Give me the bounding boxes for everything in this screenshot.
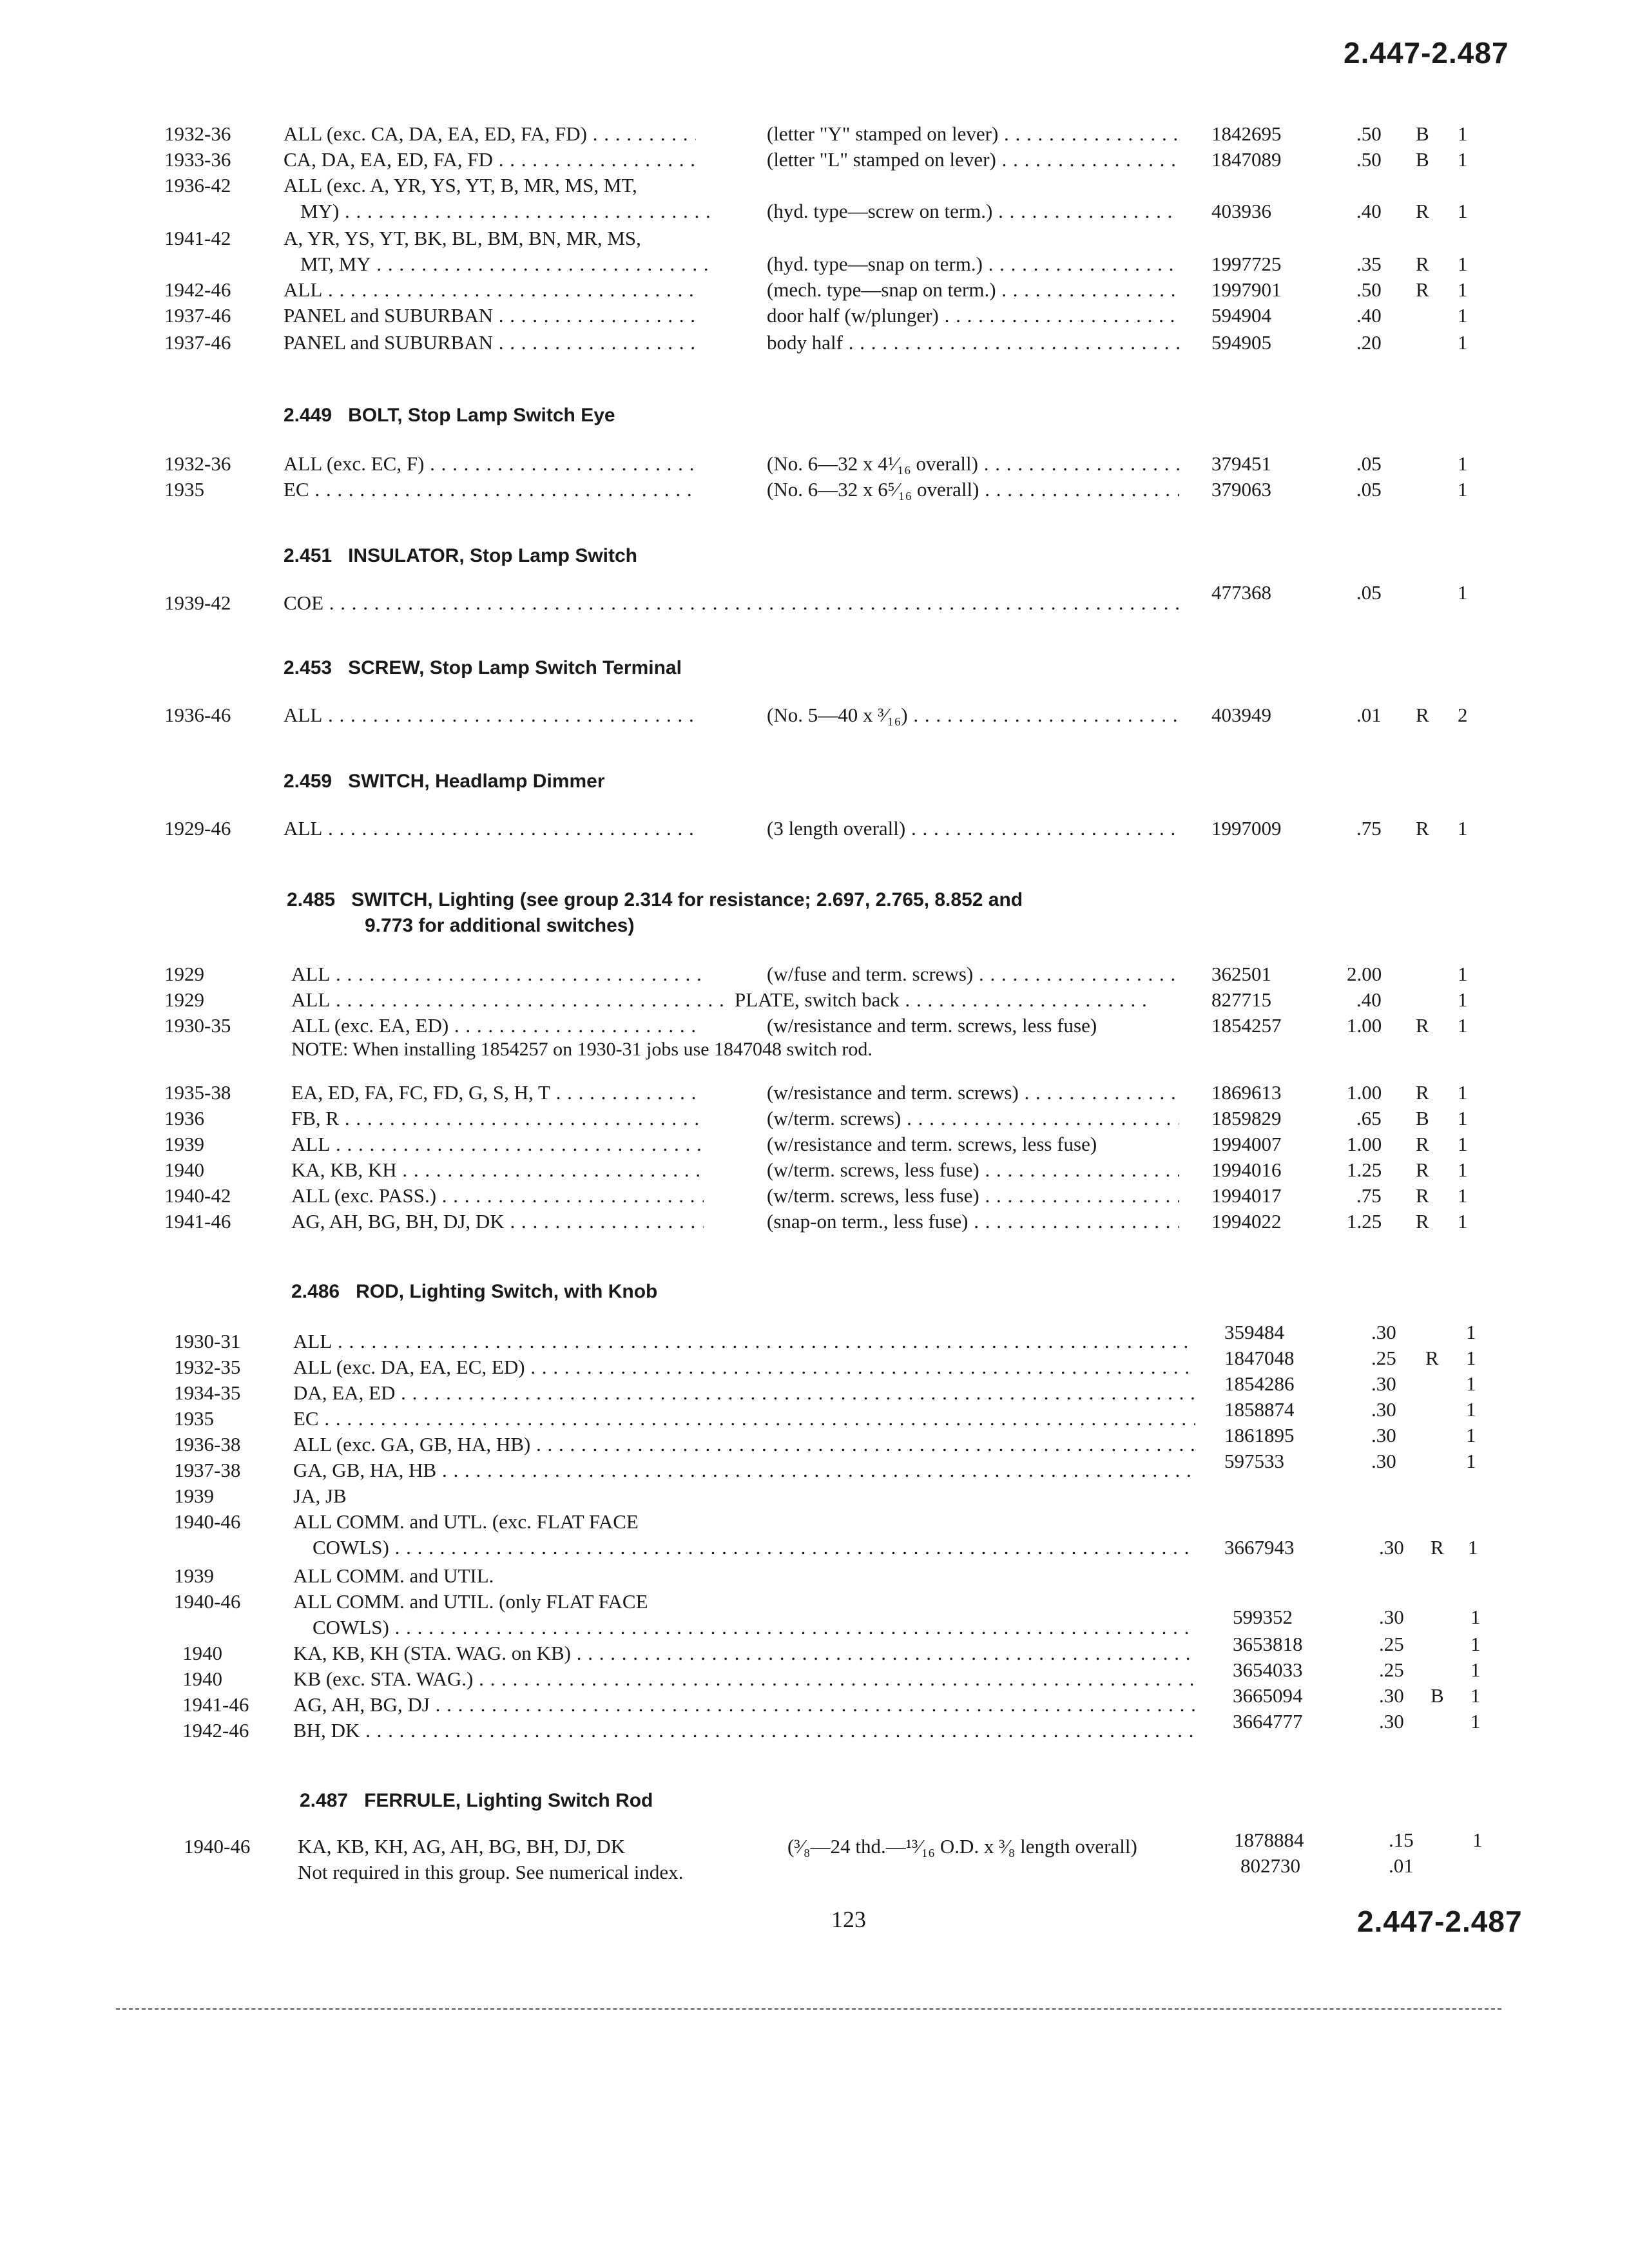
row-quantity: 1 bbox=[1458, 122, 1468, 145]
row-models: EC . . . bbox=[284, 477, 696, 503]
row-models: ALL COMM. and UTL. (exc. FLAT FACE bbox=[293, 1510, 639, 1533]
row-quantity: 1 bbox=[1470, 1684, 1481, 1707]
table-row bbox=[0, 277, 1629, 303]
row-code: R bbox=[1416, 1158, 1429, 1181]
row-part-number: 3654033 bbox=[1233, 1658, 1303, 1681]
row-description: (w/fuse and term. screws) . . . bbox=[767, 961, 1179, 987]
row-code: B bbox=[1416, 1107, 1429, 1129]
table-row bbox=[0, 147, 1629, 173]
row-years: 1930-31 bbox=[174, 1330, 241, 1352]
row-price: .05 bbox=[1356, 452, 1382, 475]
row-models: ALL (exc. GA, GB, HA, HB) . . . bbox=[293, 1432, 1195, 1457]
row-years: 1942-46 bbox=[182, 1719, 249, 1742]
row-price: .30 bbox=[1371, 1424, 1396, 1446]
section-heading-2453 bbox=[284, 657, 682, 679]
row-price: 1.00 bbox=[1347, 1081, 1382, 1104]
row-quantity: 1 bbox=[1472, 1829, 1483, 1851]
table-row bbox=[0, 121, 1629, 147]
row-part-number: 599352 bbox=[1233, 1606, 1293, 1628]
row-part-number: 1994022 bbox=[1211, 1210, 1282, 1233]
row-code: R bbox=[1416, 817, 1429, 840]
row-models: EA, ED, FA, FC, FD, G, S, H, T . . . bbox=[291, 1080, 704, 1106]
table-row bbox=[0, 330, 1629, 356]
row-quantity: 1 bbox=[1466, 1424, 1476, 1446]
row-models-continued: MT, MY . . . bbox=[300, 251, 713, 277]
row-quantity: 1 bbox=[1466, 1450, 1476, 1472]
row-models: ALL (exc. DA, EA, EC, ED) . . . bbox=[293, 1354, 1195, 1380]
table-row bbox=[0, 1710, 1629, 1744]
section-heading-2486 bbox=[291, 1281, 657, 1303]
row-description: (w/term. screws, less fuse) . . . bbox=[767, 1183, 1179, 1209]
row-code: R bbox=[1416, 278, 1429, 301]
row-quantity: 1 bbox=[1458, 988, 1468, 1011]
row-years: 1940-46 bbox=[174, 1510, 241, 1533]
row-models: ALL . . . bbox=[284, 816, 696, 841]
row-years: 1932-35 bbox=[174, 1356, 241, 1378]
row-description: (No. 5—40 x ³⁄₁₆) . . . bbox=[767, 702, 1179, 728]
row-price: .30 bbox=[1371, 1321, 1396, 1343]
row-code: B bbox=[1431, 1684, 1444, 1707]
row-part-number: 477368 bbox=[1211, 581, 1271, 604]
row-quantity: 1 bbox=[1470, 1606, 1481, 1628]
section-title: BOLT, Stop Lamp Switch Eye bbox=[348, 405, 615, 426]
row-models: ALL . . . bbox=[291, 961, 704, 987]
row-years: 1939-42 bbox=[164, 591, 231, 614]
row-models-continued: MY) . . . bbox=[300, 198, 713, 224]
table-row bbox=[0, 1209, 1629, 1235]
row-models: AG, AH, BG, BH, DJ, DK . . . bbox=[291, 1209, 704, 1235]
row-part-number: 379063 bbox=[1211, 478, 1271, 501]
row-note: Not required in this group. See numerical index. bbox=[298, 1861, 684, 1883]
row-years: 1940-46 bbox=[184, 1835, 251, 1858]
row-price: 1.25 bbox=[1347, 1210, 1382, 1233]
row-price: 1.25 bbox=[1347, 1158, 1382, 1181]
table-row bbox=[0, 816, 1629, 841]
table-row bbox=[0, 1509, 1629, 1535]
row-code: R bbox=[1416, 200, 1429, 222]
row-description: (w/term. screws, less fuse) . . . bbox=[767, 1157, 1179, 1183]
row-models: ALL . . . bbox=[291, 1131, 704, 1157]
row-part-number: 1994016 bbox=[1211, 1158, 1282, 1181]
row-part-number: 827715 bbox=[1211, 988, 1271, 1011]
section-number: 2.485 bbox=[287, 889, 336, 910]
row-models: KA, KB, KH, AG, AH, BG, BH, DJ, DK bbox=[298, 1835, 626, 1858]
row-part-number: 597533 bbox=[1224, 1450, 1284, 1472]
row-years: 1940-42 bbox=[164, 1184, 231, 1207]
table-row bbox=[0, 1106, 1629, 1131]
section-heading-2459 bbox=[284, 771, 605, 793]
row-years: 1929 bbox=[164, 988, 204, 1011]
row-price: .30 bbox=[1371, 1450, 1396, 1472]
row-part-number: 1847089 bbox=[1211, 148, 1282, 171]
table-row bbox=[0, 1080, 1629, 1106]
table-row bbox=[0, 1013, 1629, 1039]
row-years: 1940 bbox=[164, 1158, 204, 1181]
footer-rule bbox=[116, 2008, 1501, 2010]
section-heading-2487 bbox=[300, 1790, 653, 1812]
row-years: 1935 bbox=[164, 478, 204, 501]
section-number: 2.459 bbox=[284, 771, 333, 792]
page-footer-range: 2.447-2.487 bbox=[1357, 1905, 1523, 1938]
table-row bbox=[0, 1157, 1629, 1183]
row-part-number: 3664777 bbox=[1233, 1710, 1303, 1733]
row-models: BH, DK . . . bbox=[293, 1718, 1195, 1744]
row-price: .40 bbox=[1356, 304, 1382, 327]
row-price: .30 bbox=[1379, 1710, 1404, 1733]
table-row bbox=[0, 451, 1629, 477]
row-quantity: 1 bbox=[1458, 1081, 1468, 1104]
row-models: A, YR, YS, YT, BK, BL, BM, BN, MR, MS, bbox=[284, 227, 641, 249]
row-price: .50 bbox=[1356, 122, 1382, 145]
row-code: R bbox=[1416, 1210, 1429, 1233]
row-part-number: 1858874 bbox=[1224, 1398, 1295, 1421]
row-models: ALL (exc. A, YR, YS, YT, B, MR, MS, MT, bbox=[284, 174, 637, 197]
row-part-number: 1842695 bbox=[1211, 122, 1282, 145]
row-quantity: 1 bbox=[1468, 1536, 1478, 1559]
section-heading-2485 bbox=[287, 889, 1023, 911]
row-years: 1940 bbox=[182, 1667, 222, 1690]
row-part-number: 1847048 bbox=[1224, 1347, 1295, 1369]
page-header-range: 2.447-2.487 bbox=[1344, 36, 1509, 70]
row-models: KA, KB, KH . . . bbox=[291, 1157, 704, 1183]
row-description: (w/resistance and term. screws, less fuse) bbox=[767, 1014, 1097, 1037]
row-years: 1935-38 bbox=[164, 1081, 231, 1104]
row-part-number: 1854257 bbox=[1211, 1014, 1282, 1037]
row-price: .01 bbox=[1389, 1854, 1414, 1877]
row-years: 1929 bbox=[164, 963, 204, 985]
row-quantity: 1 bbox=[1470, 1710, 1481, 1733]
section-number: 2.449 bbox=[284, 405, 333, 426]
row-code: R bbox=[1425, 1347, 1439, 1369]
row-part-number: 594905 bbox=[1211, 331, 1271, 354]
row-quantity: 1 bbox=[1458, 331, 1468, 354]
row-years: 1937-38 bbox=[174, 1459, 241, 1481]
table-row bbox=[0, 226, 1629, 251]
section-heading-2449 bbox=[284, 405, 615, 427]
row-code: R bbox=[1431, 1536, 1444, 1559]
row-price: .50 bbox=[1356, 148, 1382, 171]
row-quantity: 1 bbox=[1458, 963, 1468, 985]
row-part-number: 379451 bbox=[1211, 452, 1271, 475]
row-description: (snap-on term., less fuse) . . . bbox=[767, 1209, 1179, 1235]
table-row bbox=[0, 961, 1629, 987]
row-quantity: 1 bbox=[1458, 1133, 1468, 1155]
row-years: 1937-46 bbox=[164, 331, 231, 354]
row-models: PANEL and SUBURBAN . . . bbox=[284, 330, 696, 356]
row-code: R bbox=[1416, 1184, 1429, 1207]
row-part-number: 3665094 bbox=[1233, 1684, 1303, 1707]
row-price: .25 bbox=[1379, 1633, 1404, 1655]
section-heading-2451 bbox=[284, 545, 637, 567]
row-description: (w/resistance and term. screws) . . . bbox=[767, 1080, 1179, 1106]
table-row bbox=[0, 1829, 1629, 1860]
row-code: R bbox=[1416, 1081, 1429, 1104]
row-quantity: 1 bbox=[1458, 253, 1468, 275]
row-models: DA, EA, ED . . . bbox=[293, 1380, 1195, 1406]
row-price: .65 bbox=[1356, 1107, 1382, 1129]
row-price: 2.00 bbox=[1347, 963, 1382, 985]
section-title: SCREW, Stop Lamp Switch Terminal bbox=[348, 657, 682, 678]
row-quantity: 1 bbox=[1470, 1633, 1481, 1655]
table-row bbox=[0, 1450, 1629, 1483]
row-years: 1940-46 bbox=[174, 1590, 241, 1613]
row-price: .35 bbox=[1356, 253, 1382, 275]
row-models: ALL (exc. PASS.) . . . bbox=[291, 1183, 704, 1209]
row-price: .75 bbox=[1356, 1184, 1382, 1207]
row-part-number: 1861895 bbox=[1224, 1424, 1295, 1446]
table-row bbox=[0, 1535, 1629, 1561]
section-number: 2.487 bbox=[300, 1790, 349, 1811]
section-number: 2.451 bbox=[284, 545, 333, 566]
row-models-continued: COWLS) . . . bbox=[313, 1615, 1195, 1640]
row-description: (w/resistance and term. screws, less fuse) bbox=[767, 1133, 1097, 1155]
page-number: 123 bbox=[831, 1907, 866, 1932]
table-row bbox=[0, 987, 1629, 1013]
section-number: 2.453 bbox=[284, 657, 333, 678]
row-description: (mech. type—snap on term.) . . . bbox=[767, 277, 1179, 303]
row-price: 1.00 bbox=[1347, 1014, 1382, 1037]
section-title: ROD, Lighting Switch, with Knob bbox=[356, 1281, 658, 1302]
row-code: R bbox=[1416, 1133, 1429, 1155]
row-quantity: 1 bbox=[1466, 1398, 1476, 1421]
row-years: 1936 bbox=[164, 1107, 204, 1129]
row-price: .30 bbox=[1379, 1684, 1404, 1707]
table-row bbox=[0, 1563, 1629, 1589]
row-price: .25 bbox=[1371, 1347, 1396, 1369]
row-description: PLATE, switch back . . . bbox=[735, 987, 1147, 1013]
row-code: R bbox=[1416, 1014, 1429, 1037]
table-row bbox=[0, 1483, 1629, 1509]
row-years: 1939 bbox=[174, 1485, 214, 1507]
row-models: JA, JB bbox=[293, 1485, 347, 1507]
row-description: (No. 6—32 x 6⁵⁄₁₆ overall) . . . bbox=[767, 477, 1179, 503]
row-years: 1932-36 bbox=[164, 452, 231, 475]
row-years: 1939 bbox=[164, 1133, 204, 1155]
section-title: SWITCH, Headlamp Dimmer bbox=[348, 771, 605, 792]
row-quantity: 1 bbox=[1466, 1347, 1476, 1369]
row-part-number: 1859829 bbox=[1211, 1107, 1282, 1129]
row-price: .20 bbox=[1356, 331, 1382, 354]
row-quantity: 1 bbox=[1458, 1014, 1468, 1037]
row-part-number: 362501 bbox=[1211, 963, 1271, 985]
row-part-number: 594904 bbox=[1211, 304, 1271, 327]
row-models: ALL COMM. and UTIL. bbox=[293, 1564, 494, 1587]
row-years: 1941-42 bbox=[164, 227, 231, 249]
row-years: 1929-46 bbox=[164, 817, 231, 840]
row-description: (hyd. type—snap on term.) . . . bbox=[767, 251, 1179, 277]
row-part-number: 3653818 bbox=[1233, 1633, 1303, 1655]
row-quantity: 1 bbox=[1458, 278, 1468, 301]
row-part-number: 403936 bbox=[1211, 200, 1271, 222]
row-quantity: 1 bbox=[1466, 1321, 1476, 1343]
row-code: B bbox=[1416, 148, 1429, 171]
row-quantity: 2 bbox=[1458, 704, 1468, 726]
row-models: GA, GB, HA, HB . . . bbox=[293, 1457, 1195, 1483]
row-part-number: 1994007 bbox=[1211, 1133, 1282, 1155]
row-price: .30 bbox=[1379, 1606, 1404, 1628]
table-row bbox=[0, 1131, 1629, 1157]
row-models: ALL . . . bbox=[284, 702, 696, 728]
section-title: FERRULE, Lighting Switch Rod bbox=[364, 1790, 653, 1811]
row-models: ALL . . . bbox=[291, 987, 729, 1013]
row-models: ALL (exc. EA, ED) . . . bbox=[291, 1013, 704, 1039]
row-quantity: 1 bbox=[1458, 581, 1468, 604]
row-models: FB, R . . . bbox=[291, 1106, 704, 1131]
row-quantity: 1 bbox=[1458, 1107, 1468, 1129]
row-models: PANEL and SUBURBAN . . . bbox=[284, 303, 696, 329]
table-row bbox=[0, 173, 1629, 198]
row-models: ALL . . . bbox=[284, 277, 696, 303]
row-years: 1934-35 bbox=[174, 1381, 241, 1404]
row-years: 1937-46 bbox=[164, 304, 231, 327]
row-years: 1940 bbox=[182, 1642, 222, 1664]
row-years: 1942-46 bbox=[164, 278, 231, 301]
row-description: body half . . . bbox=[767, 330, 1179, 356]
row-description: (No. 6—32 x 4¹⁄₁₆ overall) . . . bbox=[767, 451, 1179, 477]
row-description: (w/term. screws) . . . bbox=[767, 1106, 1179, 1131]
row-quantity: 1 bbox=[1458, 452, 1468, 475]
row-models: ALL (exc. CA, DA, EA, ED, FA, FD) . . . bbox=[284, 121, 696, 147]
row-part-number: 359484 bbox=[1224, 1321, 1284, 1343]
row-part-number: 1997009 bbox=[1211, 817, 1282, 840]
table-row bbox=[0, 477, 1629, 503]
row-quantity: 1 bbox=[1458, 1158, 1468, 1181]
section-heading-2485-continued bbox=[365, 915, 634, 937]
row-description: (hyd. type—screw on term.) . . . bbox=[767, 198, 1179, 224]
row-quantity: 1 bbox=[1470, 1658, 1481, 1681]
table-row bbox=[0, 1854, 1629, 1885]
section-number: 2.486 bbox=[291, 1281, 340, 1302]
row-description: (3 length overall) . . . bbox=[767, 816, 1179, 841]
row-models: COE . . . bbox=[284, 590, 1186, 616]
row-years: 1939 bbox=[174, 1564, 214, 1587]
row-quantity: 1 bbox=[1458, 1184, 1468, 1207]
row-models: ALL COMM. and UTIL. (only FLAT FACE bbox=[293, 1590, 648, 1613]
row-description: (letter "Y" stamped on lever) . . . bbox=[767, 121, 1179, 147]
row-price: 1.00 bbox=[1347, 1133, 1382, 1155]
row-quantity: 1 bbox=[1458, 304, 1468, 327]
row-models: EC . . . bbox=[293, 1406, 1195, 1432]
row-models: KB (exc. STA. WAG.) . . . bbox=[293, 1666, 1195, 1692]
table-row bbox=[0, 581, 1629, 616]
row-years: 1933-36 bbox=[164, 148, 231, 171]
row-price: .30 bbox=[1371, 1372, 1396, 1395]
section-title: SWITCH, Lighting (see group 2.314 for resistance; 2.697, 2.765, 8.852 and bbox=[351, 889, 1023, 910]
row-price: .05 bbox=[1356, 581, 1382, 604]
row-part-number: 1869613 bbox=[1211, 1081, 1282, 1104]
row-price: .25 bbox=[1379, 1658, 1404, 1681]
row-part-number: 403949 bbox=[1211, 704, 1271, 726]
row-price: .30 bbox=[1379, 1536, 1404, 1559]
row-part-number: 1878884 bbox=[1234, 1829, 1304, 1851]
row-years: 1936-38 bbox=[174, 1433, 241, 1456]
row-models: ALL . . . bbox=[293, 1329, 1195, 1354]
row-price: .05 bbox=[1356, 478, 1382, 501]
row-models: AG, AH, BG, DJ . . . bbox=[293, 1692, 1195, 1718]
row-price: .40 bbox=[1356, 200, 1382, 222]
row-models: CA, DA, EA, ED, FA, FD . . . bbox=[284, 147, 696, 173]
row-price: .50 bbox=[1356, 278, 1382, 301]
row-code: B bbox=[1416, 122, 1429, 145]
row-years: 1930-35 bbox=[164, 1014, 231, 1037]
row-price: .75 bbox=[1356, 817, 1382, 840]
table-row bbox=[0, 702, 1629, 728]
row-quantity: 1 bbox=[1458, 817, 1468, 840]
row-part-number: 1854286 bbox=[1224, 1372, 1295, 1395]
row-quantity: 1 bbox=[1458, 200, 1468, 222]
row-years: 1935 bbox=[174, 1407, 214, 1430]
row-part-number: 3667943 bbox=[1224, 1536, 1295, 1559]
row-models: ALL (exc. EC, F) . . . bbox=[284, 451, 696, 477]
row-part-number: 1997901 bbox=[1211, 278, 1282, 301]
table-row bbox=[0, 303, 1629, 329]
row-quantity: 1 bbox=[1458, 478, 1468, 501]
row-years: 1941-46 bbox=[182, 1693, 249, 1716]
row-description: (³⁄₈—24 thd.—¹³⁄₁₆ O.D. x ³⁄₈ length overall) bbox=[787, 1835, 1137, 1858]
table-row bbox=[0, 251, 1629, 277]
table-row bbox=[0, 198, 1629, 224]
row-quantity: 1 bbox=[1458, 1210, 1468, 1233]
note-2485: NOTE: When installing 1854257 on 1930-31 jobs use 1847048 switch rod. bbox=[291, 1039, 872, 1060]
section-title-continued: 9.773 for additional switches) bbox=[365, 915, 635, 936]
row-price: .15 bbox=[1389, 1829, 1414, 1851]
row-code: R bbox=[1416, 704, 1429, 726]
row-part-number: 802730 bbox=[1240, 1854, 1300, 1877]
row-years: 1936-42 bbox=[164, 174, 231, 197]
row-price: .40 bbox=[1356, 988, 1382, 1011]
row-part-number: 1994017 bbox=[1211, 1184, 1282, 1207]
section-title: INSULATOR, Stop Lamp Switch bbox=[348, 545, 637, 566]
row-price: .30 bbox=[1371, 1398, 1396, 1421]
row-years: 1936-46 bbox=[164, 704, 231, 726]
row-years: 1941-46 bbox=[164, 1210, 231, 1233]
row-description: (letter "L" stamped on lever) . . . bbox=[767, 147, 1179, 173]
row-models-continued: COWLS) . . . bbox=[313, 1535, 1195, 1561]
row-price: .01 bbox=[1356, 704, 1382, 726]
row-quantity: 1 bbox=[1466, 1372, 1476, 1395]
row-code: R bbox=[1416, 253, 1429, 275]
row-quantity: 1 bbox=[1458, 148, 1468, 171]
row-models: KA, KB, KH (STA. WAG. on KB) . . . bbox=[293, 1640, 1195, 1666]
row-part-number: 1997725 bbox=[1211, 253, 1282, 275]
row-description: door half (w/plunger) . . . bbox=[767, 303, 1179, 329]
table-row bbox=[0, 1183, 1629, 1209]
row-years: 1932-36 bbox=[164, 122, 231, 145]
